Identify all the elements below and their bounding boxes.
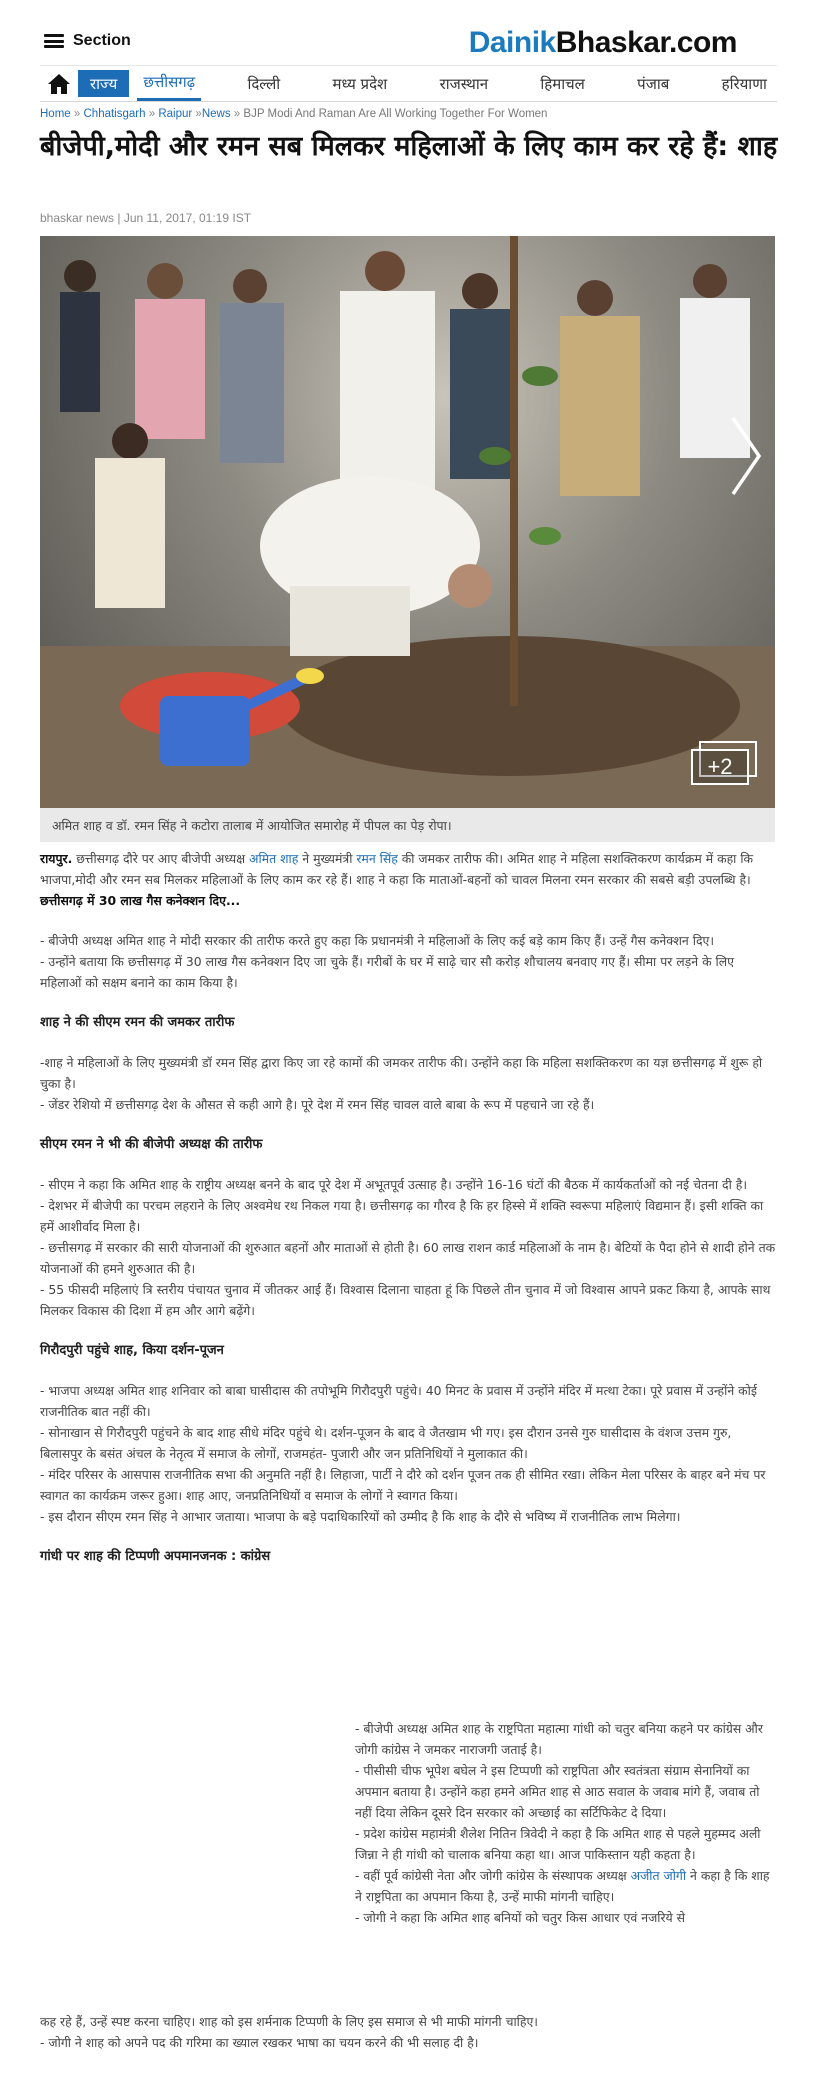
intro-text: छत्तीसगढ़ दौरे पर आए बीजेपी अध्यक्ष <box>72 851 250 866</box>
article-headline: बीजेपी,मोदी और रमन सब मिलकर महिलाओं के लिए काम कर रहे हैं: शाह <box>40 131 778 162</box>
breadcrumb-sep: » <box>73 108 81 120</box>
breadcrumb-raipur[interactable]: Raipur <box>158 108 193 120</box>
congress-reaction-block <box>355 1718 775 1928</box>
paragraph: - इस दौरान सीएम रमन सिंह ने आभार जताया। भाजपा के बड़े पदाधिकारियों को उम्मीद है कि शाह के दौरे से भविष्य में राजनीतिक लाभ मिलेगा। <box>40 1509 681 1524</box>
nav-item-rajasthan[interactable]: राजस्थान <box>439 74 489 93</box>
nav-items <box>137 66 777 101</box>
top-bar <box>40 22 777 66</box>
paragraph: कह रहे हैं, उन्हें स्पष्ट करना चाहिए। शाह को इस शर्मनाक टिप्पणी के लिए इस समाज से भी माफी मांगनी चाहिए। <box>40 2014 538 2029</box>
logo-part-2: Bhaskar.com <box>555 26 737 59</box>
paragraph: - भाजपा अध्यक्ष अमित शाह शनिवार को बाबा घासीदास की तपोभूमि गिरौदपुरी पहुंचे। 40 मिनट के प्रवास में उन्होंने मंदिर में मत्था टेका। पूरे प्रवास में उन्होंने कोई राजनीतिक बात नहीं की। <box>40 1383 757 1419</box>
paragraph: - प्रदेश कांग्रेस महामंत्री शैलेश नितिन त्रिवेदी ने कहा है कि अमित शाह से पहले मुहम्मद अली जिन्ना ने ही गांधी को चालाक बनिया कहा था। आज पाकिस्तान यही कहता है। <box>355 1826 761 1862</box>
next-photo-arrow-icon[interactable] <box>727 414 765 498</box>
nav-item-madhya-pradesh[interactable]: मध्य प्रदेश <box>332 74 388 93</box>
nav-item-himachal[interactable]: हिमाचल <box>540 74 585 93</box>
paragraph <box>355 1865 775 1907</box>
more-photos-badge[interactable] <box>691 741 757 785</box>
article-photo[interactable] <box>40 236 775 808</box>
section-label: Section <box>73 32 131 49</box>
nav-item-delhi[interactable]: दिल्ली <box>247 74 281 93</box>
article-body <box>40 848 776 1567</box>
intro-text: ने मुख्यमंत्री <box>298 851 357 866</box>
intro-highlight: छत्तीसगढ़ में 30 लाख गैस कनेक्शन दिए... <box>40 893 241 908</box>
paragraph: - देशभर में बीजेपी का परचम लहराने के लिए अश्वमेध रथ निकल गया है। छत्तीसगढ़ का गौरव है कि हर हिस्से में शक्ति स्वरूपा महिलाएं विद्यमान हैं। इसी शक्ति का हमें आशीर्वाद मिला है। <box>40 1198 764 1234</box>
subheading: सीएम रमन ने भी की बीजेपी अध्यक्ष की तारीफ <box>40 1137 263 1152</box>
site-logo[interactable] <box>469 26 737 60</box>
paragraph: -शाह ने महिलाओं के लिए मुख्यमंत्री डॉ रमन सिंह द्वारा किए जा रहे कामों की जमकर तारीफ की। उन्होंने कहा कि महिला सशक्तिकरण का यज्ञ छत्तीसगढ़ में शुरू हो चुका है। <box>40 1055 763 1091</box>
paragraph: - मंदिर परिसर के आसपास राजनीतिक सभा की अनुमति नहीं है। लिहाजा, पार्टी ने दौरे को दर्शन पूजन तक ही सीमित रखा। लेकिन मेला परिसर के बाहर बने मंच पर स्वागत का कार्यक्रम जरूर हुआ। शाह आए, जनप्रतिनिधियों व समाज के लोगों ने स्वागत किया। <box>40 1467 766 1503</box>
nav-item-chhattisgarh[interactable]: छत्तीसगढ़ <box>137 66 201 101</box>
intro-text: की जमकर तारीफ की। अमित शाह ने महिला सशक्तिकरण कार्यक्रम में कहा कि भाजपा,मोदी और रमन सब मिलकर महिलाओं के लिए काम कर रहे हैं। शाह ने कहा कि माताओं-बहनों को चावल मिलना रमन सरकार की सबसे बड़ी उपलब्धि है। <box>40 851 754 887</box>
paragraph: - जोगी ने कहा कि अमित शाह बनियों को चतुर किस आधार एवं नजरिये से <box>355 1910 686 1925</box>
subheading: गिरौदपुरी पहुंचे शाह, किया दर्शन-पूजन <box>40 1343 224 1358</box>
jogi-text: ने कहा है कि शाह ने राष्ट्रपिता का अपमान किया है, उन्हें माफी मांगनी चाहिए। <box>355 1868 770 1904</box>
logo-part-1: Dainik <box>468 26 556 59</box>
link-ajit-jogi[interactable]: अजीत जोगी <box>630 1868 687 1883</box>
breadcrumb-home[interactable]: Home <box>40 108 71 120</box>
photo-caption: अमित शाह व डॉ. रमन सिंह ने कटोरा तालाब में आयोजित समारोह में पीपल का पेड़ रोपा। <box>40 808 775 842</box>
state-nav-bar <box>40 66 777 102</box>
hamburger-icon <box>44 34 64 48</box>
paragraph: - सोनाखान से गिरौदपुरी पहुंचने के बाद शाह सीधे मंदिर पहुंचे थे। दर्शन-पूजन के बाद वे जैतखाम भी गए। इस दौरान उनसे गुरु घासीदास के वंशज उत्तम गुरु, बिलासपुर के बसंत अंचल के नेतृत्व में समाज के लोगों, राजमहंत- पुजारी और जन प्रतिनिधियों ने मुलाकात की। <box>40 1425 732 1461</box>
subheading: शाह ने की सीएम रमन की जमकर तारीफ <box>40 1015 235 1030</box>
home-icon <box>47 73 71 95</box>
link-raman-singh[interactable]: रमन सिंह <box>356 851 398 866</box>
link-amit-shah[interactable]: अमित शाह <box>249 851 299 866</box>
paragraph: - जेंडर रेशियो में छत्तीसगढ़ देश के औसत से कही आगे है। पूरे देश में रमन सिंह चावल वाले बाबा के रूप में पहचाने जा रहे हैं। <box>40 1097 595 1112</box>
breadcrumb-chhattisgarh[interactable]: Chhatisgarh <box>83 108 146 120</box>
breadcrumb-news[interactable]: News <box>201 108 231 120</box>
subheading: गांधी पर शाह की टिप्पणी अपमानजनक : कांग्रेस <box>40 1549 271 1564</box>
paragraph: - पीसीसी चीफ भूपेश बघेल ने इस टिप्पणी को राष्ट्रपिता और स्वतंत्रता संग्राम सेनानियों का अपमान बताया है। उन्होंने कहा हमने अमित शाह से आठ सवाल के जवाब मांगे हैं, जवाब तो नहीं दिया लेकिन दूसरे दिन सरकार को अच्छाई का सर्टिफिकेट दे दिया। <box>355 1763 760 1820</box>
paragraph: - सीएम ने कहा कि अमित शाह के राष्ट्रीय अध्यक्ष बनने के बाद पूरे देश में अभूतपूर्व उत्साह है। उन्होंने 16-16 घंटों की बैठक में कार्यकर्ताओं को नई चेतना दी है। <box>40 1177 748 1192</box>
home-button[interactable] <box>40 66 78 101</box>
jogi-text: - वहीं पूर्व कांग्रेसी नेता और जोगी कांग्रेस के संस्थापक अध्यक्ष <box>355 1868 631 1883</box>
breadcrumb-sep: » <box>195 108 202 120</box>
closing-paragraphs <box>40 2011 776 2053</box>
photo-illustration <box>40 236 775 808</box>
paragraph: - जोगी ने शाह को अपने पद की गरिमा का ख्याल रखकर भाषा का चयन करने की भी सलाह दी है। <box>40 2035 479 2050</box>
nav-rajya[interactable]: राज्य <box>78 70 129 97</box>
paragraph: - 55 फीसदी महिलाएं त्रि स्तरीय पंचायत चुनाव में जीतकर आई हैं। विश्वास दिलाना चाहता हूं कि पिछले तीन चुनाव में जो विश्वास आपने प्रकट किया है, आपके साथ मिलकर विकास की दिशा में हम और आगे बढ़ेंगे। <box>40 1282 771 1318</box>
nav-item-haryana[interactable]: हरियाणा <box>721 74 767 93</box>
paragraph: - छत्तीसगढ़ में सरकार की सारी योजनाओं की शुरुआत बहनों और माताओं से होती है। 60 लाख राशन कार्ड महिलाओं के नाम है। बेटियों के पैदा होने से शादी होने तक योजनाओं की हमने शुरुआत की है। <box>40 1240 776 1276</box>
paragraph: - उन्होंने बताया कि छत्तीसगढ़ में 30 लाख गैस कनेक्शन दिए जा चुके हैं। गरीबों के घर में साढ़े चार सौ करोड़ शौचालय बनवाए गए हैं। सीमा पर लड़ने के लिए महिलाओं को सक्षम बनाने का काम किया है। <box>40 954 735 990</box>
dateline: रायपुर. <box>40 851 73 866</box>
more-photos-count: +2 <box>691 749 749 785</box>
paragraph: - बीजेपी अध्यक्ष अमित शाह के राष्ट्रपिता महात्मा गांधी को चतुर बनिया कहने पर कांग्रेस और जोगी कांग्रेस ने जमकर नाराजगी जताई है। <box>355 1721 763 1757</box>
nav-item-punjab[interactable]: पंजाब <box>637 74 670 93</box>
section-menu-button[interactable] <box>44 32 131 50</box>
article-intro <box>40 848 776 911</box>
breadcrumb <box>40 108 547 120</box>
breadcrumb-sep: » <box>233 108 241 120</box>
paragraph: - बीजेपी अध्यक्ष अमित शाह ने मोदी सरकार की तारीफ करते हुए कहा कि प्रधानमंत्री ने महिलाओं के लिए कई बड़े काम किए हैं। उन्हें गैस कनेक्शन दिए। <box>40 933 715 948</box>
article-byline: bhaskar news | Jun 11, 2017, 01:19 IST <box>40 211 252 225</box>
breadcrumb-sep: » <box>148 108 156 120</box>
breadcrumb-current: BJP Modi And Raman Are All Working Together For Women <box>243 108 548 120</box>
